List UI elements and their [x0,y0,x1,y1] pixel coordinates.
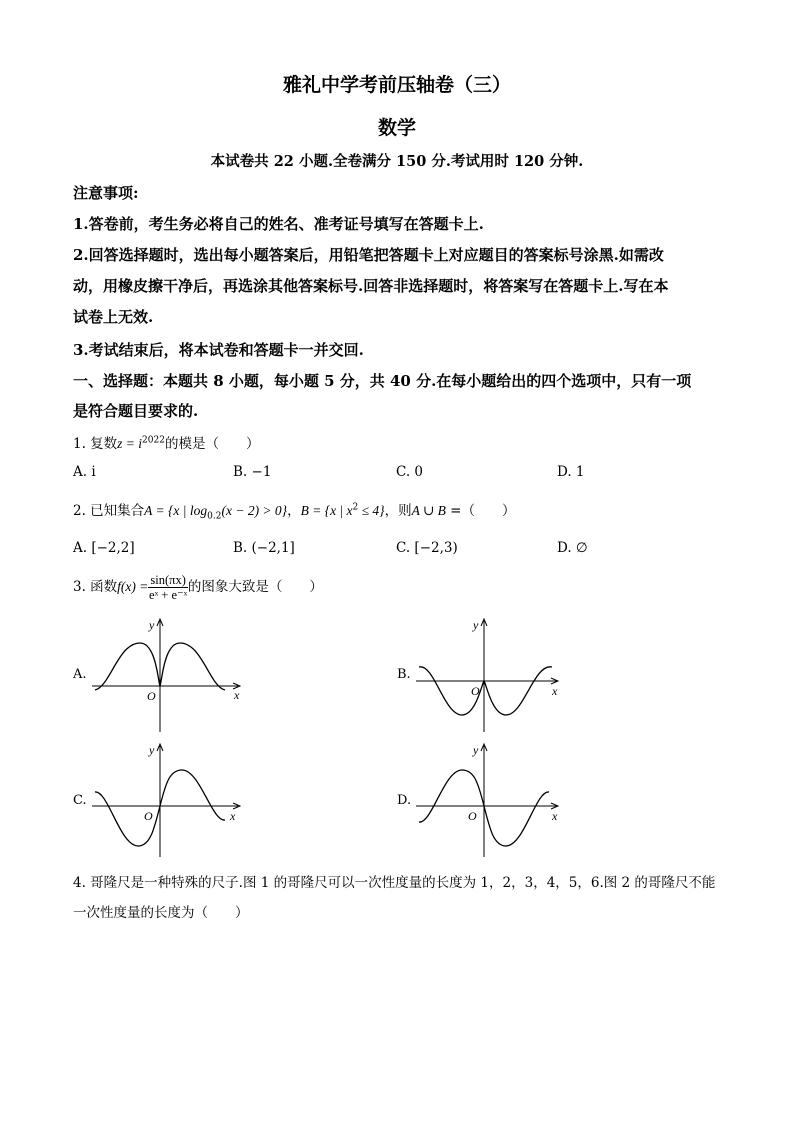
question-3 [73,573,323,602]
notice-item-2-line-1: 2.回答选择题时，选出每小题答案后，用铅笔把答题卡上对应题目的答案标号涂黑.如需改 [73,246,664,264]
notice-heading: 注意事项: [73,184,139,202]
exam-intro: 本试卷共 22 小题.全卷满分 150 分.考试用时 120 分钟. [210,153,584,170]
section-1-heading-line-2: 是符合题目要求的. [73,402,199,420]
origin-label: O [144,809,153,823]
q3-numerator: sin(πx) [150,573,186,587]
x-label: x [552,684,558,698]
q3-label-c: C. [73,793,87,808]
q2-set-a-pre: A = {x | log [144,503,208,518]
q1-option-d: D. 1 [557,464,585,480]
q1-exponent: 2022 [142,435,165,446]
q2-prefix: 2. 已知集合 [73,503,145,519]
q3-denominator: eˣ + e⁻ˣ [149,588,188,602]
q1-option-a: A. i [73,464,96,480]
q3-suffix: 的图象大致是（ ） [187,579,323,595]
q3-label-b: B. [397,667,411,682]
q3-graph-b [414,615,574,735]
q1-prefix: 1. 复数 [73,436,118,452]
q2-mid: ，则 [384,503,412,519]
q3-graph-d [414,740,574,860]
q1-suffix: 的模是（ ） [164,436,260,452]
q3-prefix: 3. 函数 [73,579,118,595]
q2-set-b-post: ≤ 4} [358,503,385,518]
q1-expr: z = i [117,436,143,451]
origin-label: O [471,684,480,698]
question-4-line-2: 一次性度量的长度为（ ） [73,905,249,921]
question-4-line-1: 4. 哥隆尺是一种特殊的尺子.图 1 的哥隆尺可以一次性度量的长度为 1，2，3，4，5，6.图 2 的哥隆尺不能 [73,875,716,891]
q1-option-b: B. −1 [233,464,272,480]
q2-union: A ∪ B [411,503,446,518]
q2-set-a-post: (x − 2) > 0} [221,503,288,518]
q3-label-a: A. [73,667,87,682]
notice-item-1: 1.答卷前，考生务必将自己的姓名、准考证号填写在答题卡上. [73,215,484,233]
q3-fraction [148,573,187,602]
y-label: y [473,743,479,757]
notice-item-3: 3.考试结束后，将本试卷和答题卡一并交回. [73,341,364,359]
q2-option-a: A. [−2,2] [73,540,135,556]
curve [419,667,552,715]
origin-label: O [147,689,156,703]
y-label: y [473,618,479,632]
x-label: x [552,809,558,823]
q3-graph-c [90,740,250,860]
question-2 [73,499,516,522]
page-title: 雅礼中学考前压轴卷（三） [282,74,511,96]
q2-set-b-sup: 2 [352,502,359,513]
q3-fx: f(x) = [117,579,149,594]
q2-option-b: B. (−2,1] [233,540,295,556]
x-label: x [234,688,240,702]
q2-option-c: C. [−2,3) [396,540,458,556]
q1-option-c: C. 0 [396,464,424,480]
y-label: y [149,743,155,757]
subject-title: 数学 [377,117,416,139]
notice-item-2-line-3: 试卷上无效. [73,308,154,326]
q3-label-d: D. [397,793,412,808]
x-label: x [230,809,236,823]
q2-sep: ， [287,503,301,519]
question-1 [73,432,259,452]
section-1-heading-line-1: 一、选择题：本题共 8 小题，每小题 5 分，共 40 分.在每小题给出的四个选项中，只有一项 [73,372,692,390]
notice-item-2-line-2: 动，用橡皮擦干净后，再选涂其他答案标号.回答非选择题时，将答案写在答题卡上.写在本 [73,277,669,295]
q2-log-base: 0.2 [207,511,222,522]
q2-set-b-pre: B = {x | x [300,503,353,518]
q2-option-d: D. ∅ [557,540,588,556]
origin-label: O [468,809,477,823]
q2-suffix: =（ ） [445,503,516,519]
y-label: y [149,618,155,632]
q3-graph-a [90,615,250,735]
